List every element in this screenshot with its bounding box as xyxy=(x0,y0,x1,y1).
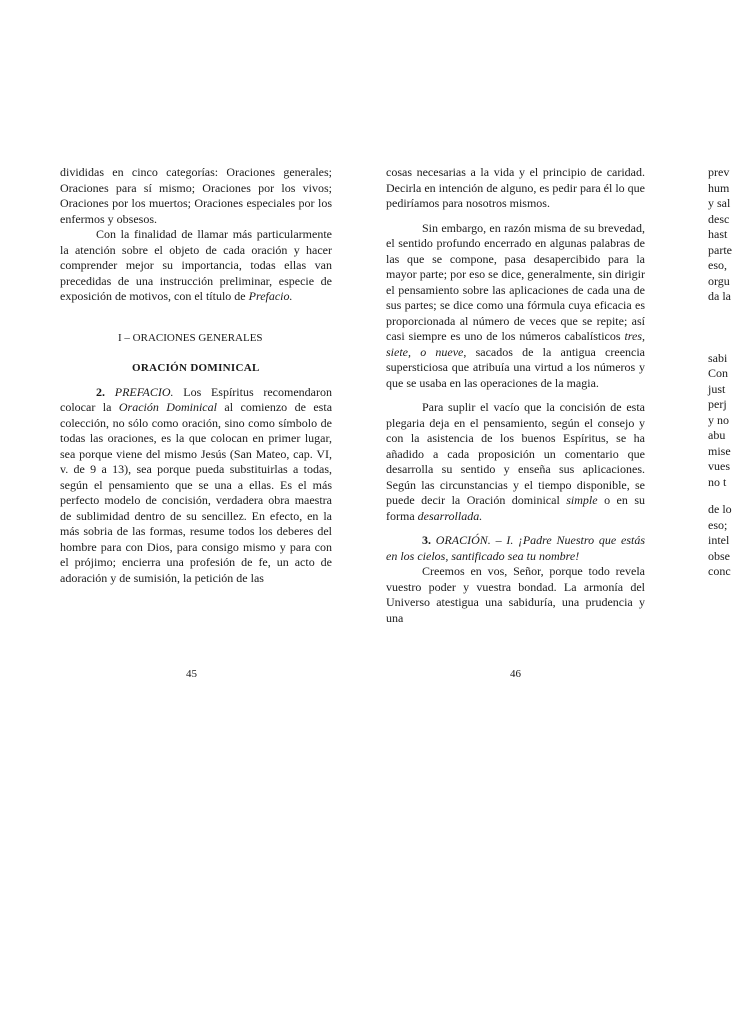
line: prev xyxy=(708,165,730,179)
line: abu xyxy=(708,428,726,442)
line: obse xyxy=(708,548,730,563)
line: intel xyxy=(708,533,730,547)
line: just xyxy=(708,381,726,396)
text: , sacados de la antigua creencia supersticiosa que atribuía una virtud a los números y que se usaba en las operaciones de la magia. xyxy=(386,344,646,390)
line: hast xyxy=(708,227,728,241)
line: mise xyxy=(708,443,731,458)
left-page-text xyxy=(60,165,332,586)
paragraph: divididas en cinco categorías: Oraciones generales; Oraciones para sí mismo; Oraciones por los vivos; Oraciones por los muertos; Oraciones especiales por los enfermos y obsesos. xyxy=(60,165,332,226)
paragraph-label: ORACIÓN. xyxy=(435,533,491,547)
line: eso; xyxy=(708,517,728,532)
text: Con la finalidad de llamar más particularmente la atención sobre el objeto de cada oración y hacer comprender mejor su importancia, todas ellas van precedidas de una instrucción preliminar, especie de exposición de motivos, con el título de xyxy=(60,227,332,303)
line: vues xyxy=(708,459,730,473)
emphasis: – I. ¡Padre Nuestro que estás en los cielos, santificado sea tu nombre! xyxy=(386,533,645,563)
line: da la xyxy=(708,289,731,303)
text: Sin embargo, en razón misma de su brevedad, el sentido profundo encerrado en algunas palabras de las que se compone, pasa desapercibido para la mayor parte; por eso se dice, generalmente, sin dirigir el pensamiento sobre las aplicaciones de cada una de sus partes; se dice como una fórmula cuya eficacia es proporcionada al número de veces que se repite; así casi siempre es uno de los números cabalísticos xyxy=(386,220,645,343)
emphasis: desarrollada. xyxy=(417,508,483,523)
text: Para suplir el vacío que la concisión de esta plegaria deja en el pensamiento, según el consejo y con la asistencia de los buenos Espíritus, se ha añadido a cada proposición un comentario que desarrolla su sentido y enseña sus aplicaciones. Según las circunstancias y el tiempo disponible, se puede decir la Oración dominical xyxy=(386,400,645,507)
line: conc xyxy=(708,564,731,578)
line: no t xyxy=(708,474,727,489)
paragraph xyxy=(60,227,332,305)
paragraph-number: 3. xyxy=(422,533,431,547)
paragraph xyxy=(386,400,645,524)
emphasis: Prefacio. xyxy=(248,289,293,303)
paragraph: cosas necesarias a la vida y el principio de caridad. Decirla en intención de alguno, es pedir para él lo que pediríamos para nosotros mismos. xyxy=(386,165,645,210)
paragraph xyxy=(60,385,332,587)
cut-off-page-text xyxy=(708,165,748,580)
line: hum xyxy=(708,180,730,195)
line: parte xyxy=(708,242,732,257)
line: eso, xyxy=(708,258,727,272)
emphasis: simple xyxy=(566,493,598,507)
cut-off-page xyxy=(708,0,732,1031)
emphasis: Oración Dominical xyxy=(118,400,217,414)
line: desc xyxy=(708,211,730,226)
section-heading: I – ORACIONES GENERALES xyxy=(118,331,263,344)
line: de lo xyxy=(708,502,732,516)
paragraph: Creemos en vos, Señor, porque todo revela vuestro poder y vuestra bondad. La armonía del Universo atestigua una sabiduría, una prudencia y una xyxy=(386,564,645,625)
text: o en su forma xyxy=(386,493,645,523)
emphasis: tres, siete, o nueve xyxy=(386,329,645,359)
right-page-text xyxy=(386,165,645,626)
line: perj xyxy=(708,397,727,411)
section-title: ORACIÓN DOMINICAL xyxy=(132,361,260,374)
paragraph xyxy=(386,221,645,392)
paragraph-label: PREFACIO. xyxy=(114,384,174,399)
line: orgu xyxy=(708,273,730,288)
line: y no xyxy=(708,412,729,427)
text: al comienzo de esta colección, no sólo como oración, sino como símbolo de todas las oraciones, es la que colocan en primer lugar, sea porque viene del mismo Jesús (San Mateo, cap. VI, v. de 9 a 13), sea porque pueda substituirlas a todas, según el pensamiento que se una a ellas. Es el más perfecto modelo de concisión, verdadera obra maestra de sublimidad dentro de su sencillez. En efecto, en la más sobria de las formas, resume todos los deberes del hombre para con Dios, para consigo mismo y para con el prójimo; encierra una profesión de fe, un acto de adoración y de sumisión, la petición de las xyxy=(60,400,333,585)
page-number: 46 xyxy=(510,668,521,680)
line: Con xyxy=(708,366,729,380)
text: Los Espíritus recomendaron colocar la xyxy=(60,384,332,414)
line: y sal xyxy=(708,196,731,210)
line: sabi xyxy=(708,350,728,365)
page-number: 45 xyxy=(186,668,197,680)
paragraph-number: 2. xyxy=(96,384,105,399)
paragraph xyxy=(386,533,645,564)
